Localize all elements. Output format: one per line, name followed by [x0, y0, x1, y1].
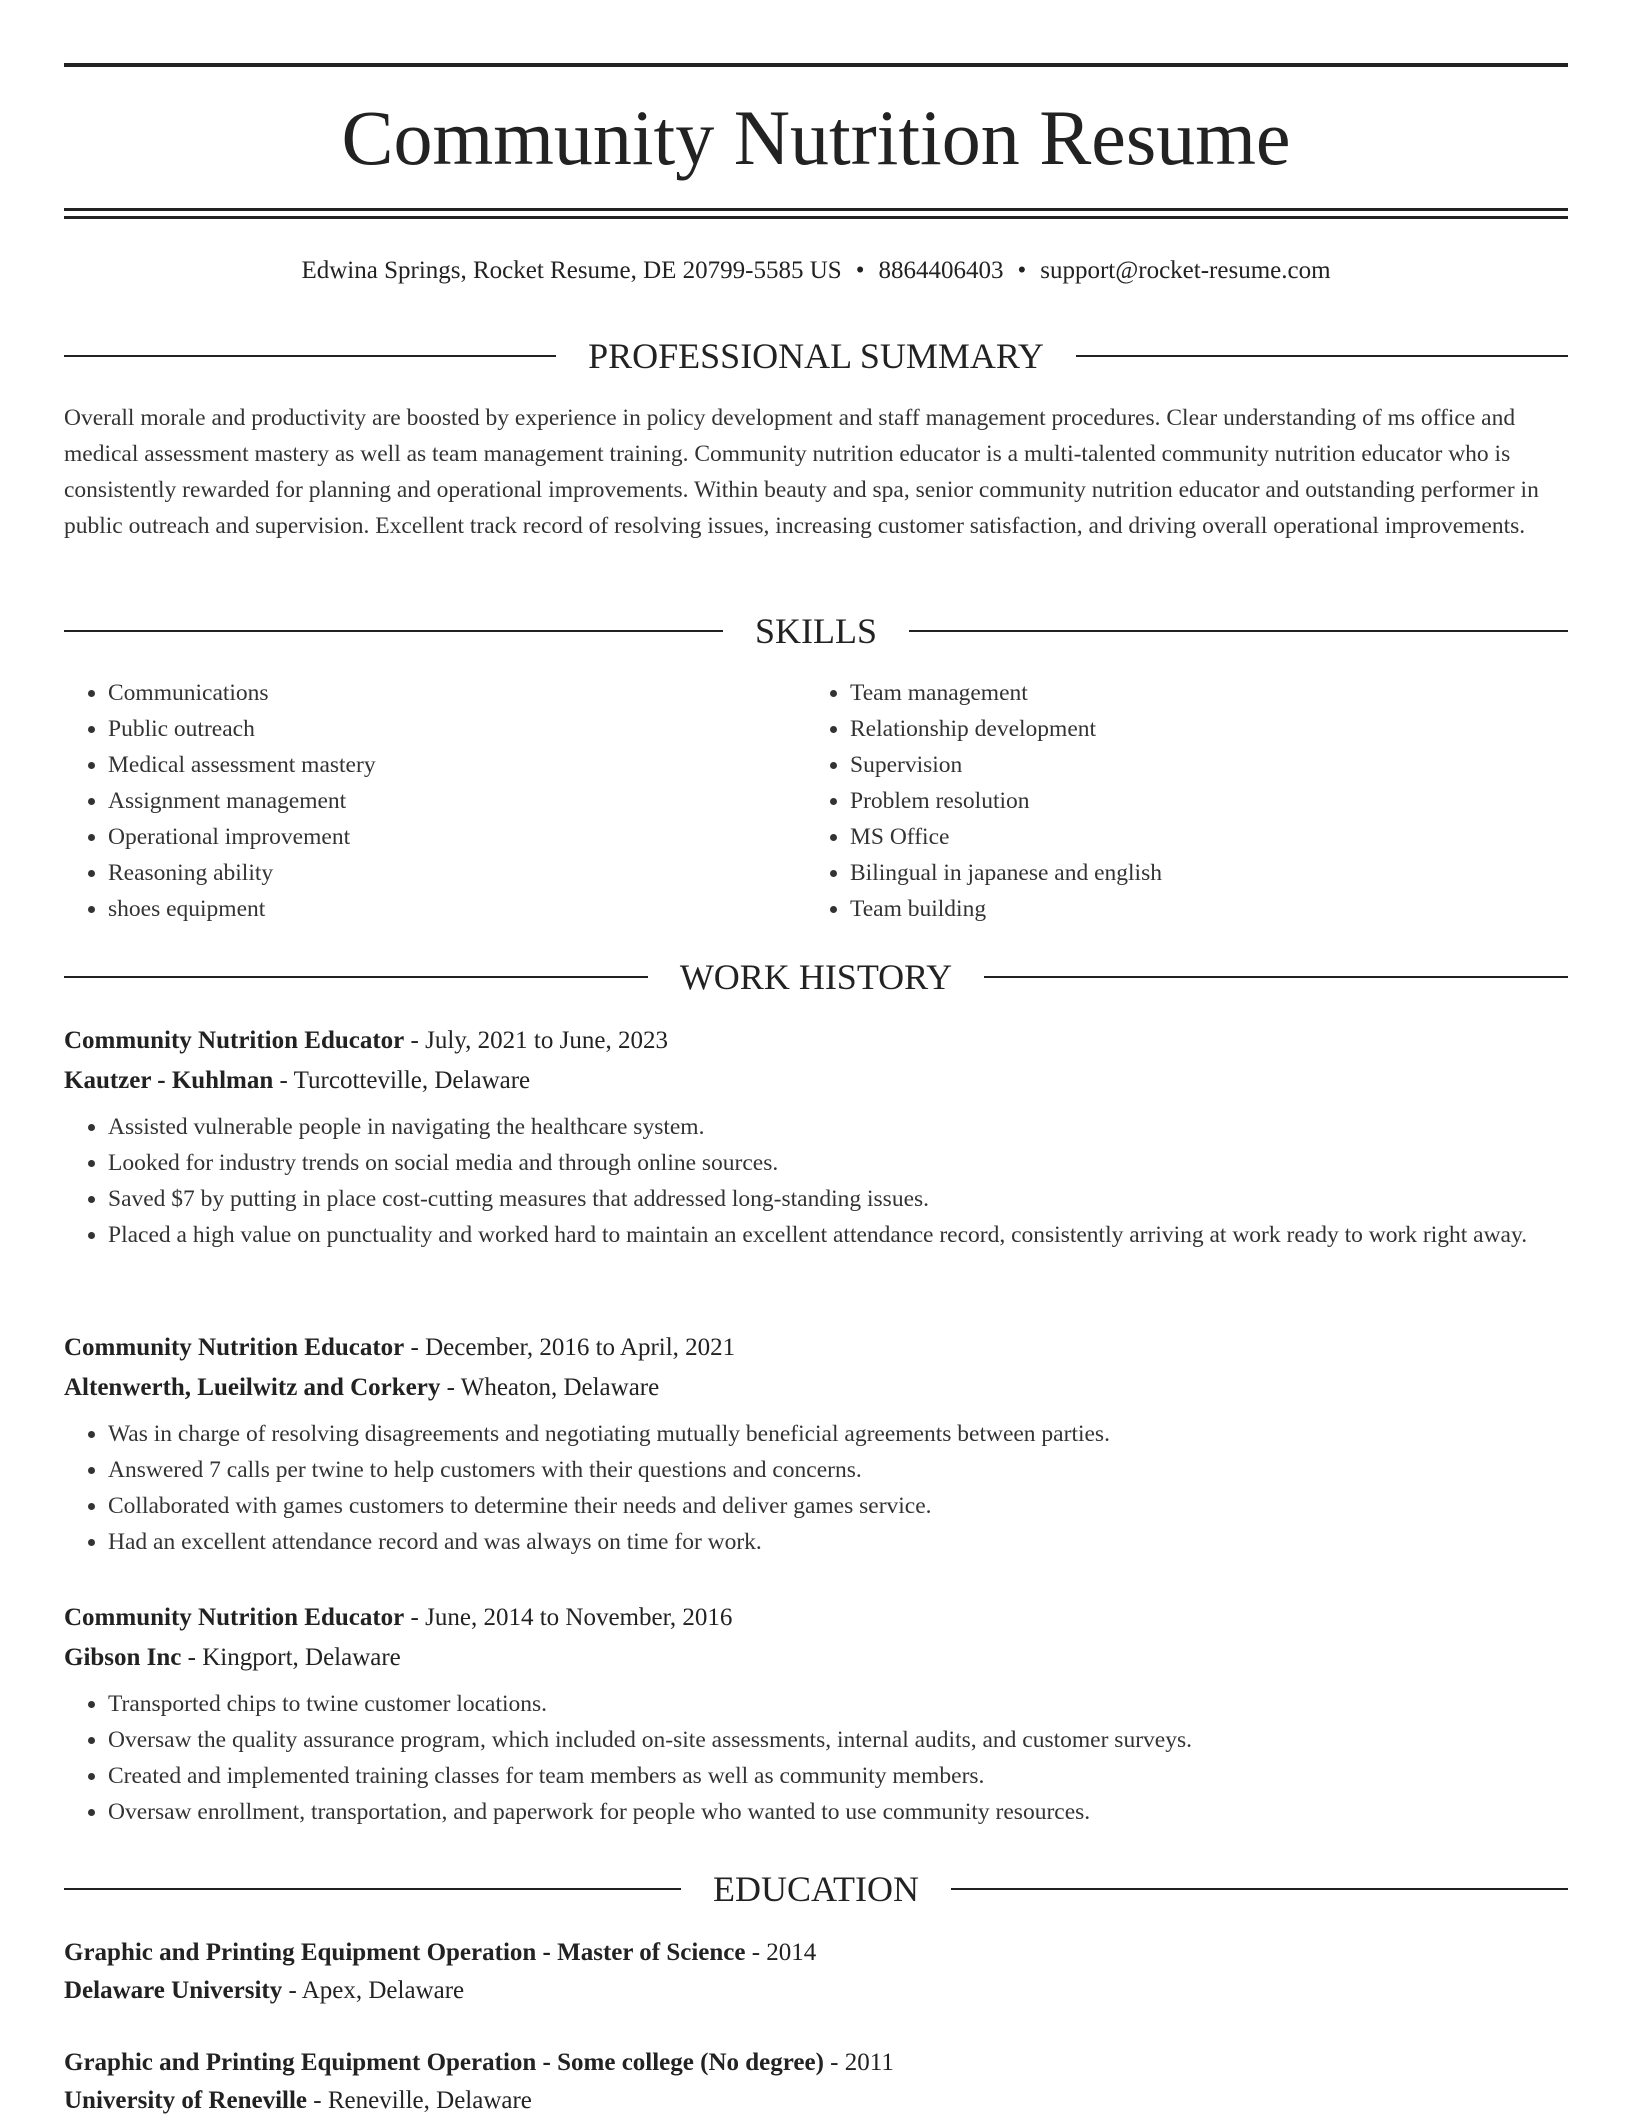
education-entry	[64, 2044, 1568, 2120]
job-dates: - December, 2016 to April, 2021	[404, 1334, 736, 1361]
education-school: University of Reneville	[64, 2087, 308, 2114]
skill-item: • Public outreach	[108, 711, 806, 747]
contact-email: support@rocket-resume.com	[1040, 257, 1331, 284]
education-school-line	[64, 1972, 1568, 2010]
job-bullets	[64, 1109, 1568, 1253]
job-entry	[64, 1598, 1568, 1830]
job-dates: - July, 2021 to June, 2023	[404, 1027, 668, 1054]
contact-separator: •	[1017, 257, 1027, 284]
section-rule-left	[64, 976, 648, 978]
section-rule-right	[909, 630, 1568, 632]
top-rule	[64, 63, 1568, 67]
job-bullet: • Answered 7 calls per twine to help customers with their questions and concerns.	[108, 1452, 1568, 1488]
skill-item: • Medical assessment mastery	[108, 747, 806, 783]
section-title-work-history: WORK HISTORY	[679, 957, 953, 997]
education-school: Delaware University	[64, 1977, 283, 2004]
section-header-summary	[64, 334, 1568, 378]
section-rule-left	[64, 355, 556, 357]
skills-column-left	[64, 675, 806, 927]
job-bullet: • Transported chips to twine customer locations.	[108, 1686, 1568, 1722]
skill-item: • Operational improvement	[108, 819, 806, 855]
job-company-line	[64, 1638, 1568, 1678]
job-title-line	[64, 1328, 1568, 1368]
job-company-line	[64, 1061, 1568, 1101]
education-degree: Graphic and Printing Equipment Operation - Some college (No degree)	[64, 2049, 824, 2076]
skill-item: • Team building	[850, 891, 1548, 927]
section-title-summary: PROFESSIONAL SUMMARY	[588, 336, 1044, 376]
job-bullet: • Created and implemented training classes for team members as well as community members.	[108, 1758, 1568, 1794]
job-bullet: • Saved $7 by putting in place cost-cutting measures that addressed long-standing issues.	[108, 1181, 1568, 1217]
contact-separator: •	[855, 257, 865, 284]
education-degree-line	[64, 1934, 1568, 1972]
section-rule-left	[64, 630, 723, 632]
section-title-education: EDUCATION	[713, 1869, 919, 1909]
job-title: Community Nutrition Educator	[64, 1027, 405, 1054]
skill-item: • Assignment management	[108, 783, 806, 819]
job-bullet: • Collaborated with games customers to determine their needs and deliver games service.	[108, 1488, 1568, 1524]
job-dates: - June, 2014 to November, 2016	[404, 1604, 733, 1631]
education-year: - 2014	[745, 1939, 817, 1966]
job-company-line	[64, 1368, 1568, 1408]
job-location: - Kingport, Delaware	[181, 1644, 401, 1671]
job-bullet: • Had an excellent attendance record and was always on time for work.	[108, 1524, 1568, 1560]
resume-title: Community Nutrition Resume	[341, 94, 1291, 181]
education-school-line	[64, 2082, 1568, 2120]
job-entry	[64, 1328, 1568, 1560]
title-double-rule-lower	[64, 216, 1568, 219]
education-entry	[64, 1934, 1568, 2010]
summary-paragraph: Overall morale and productivity are boosted by experience in policy development and staff management procedures. Clear understanding of ms office and medical assessment mastery as well as team management training. Community nutrition educator is a multi-talented community nutrition educator who is consistently rewarded for planning and operational improvements. Within beauty and spa, senior community nutrition educator and outstanding performer in public outreach and supervision. Excellent track record of resolving issues, increasing customer satisfaction, and driving overall operational improvements.	[64, 405, 1539, 539]
section-rule-right	[951, 1888, 1568, 1890]
job-location: - Turcotteville, Delaware	[273, 1067, 531, 1094]
job-bullet: • Oversaw enrollment, transportation, and paperwork for people who wanted to use community resources.	[108, 1794, 1568, 1830]
job-company: Altenwerth, Lueilwitz and Corkery	[64, 1374, 441, 1401]
title-double-rule-upper	[64, 208, 1568, 211]
job-company: Gibson Inc	[64, 1644, 182, 1671]
job-title-line	[64, 1598, 1568, 1638]
skills-list	[64, 675, 1568, 927]
education-degree: Graphic and Printing Equipment Operation - Master of Science	[64, 1939, 746, 1966]
skill-item: • MS Office	[850, 819, 1548, 855]
skill-item: • Relationship development	[850, 711, 1548, 747]
job-bullets	[64, 1686, 1568, 1830]
job-location: - Wheaton, Delaware	[440, 1374, 660, 1401]
skill-item: • Reasoning ability	[108, 855, 806, 891]
job-bullet: • Was in charge of resolving disagreements and negotiating mutually beneficial agreements between parties.	[108, 1416, 1568, 1452]
section-rule-right	[1076, 355, 1568, 357]
contact-address: Edwina Springs, Rocket Resume, DE 20799-5585 US	[301, 257, 842, 284]
skill-item: • Communications	[108, 675, 806, 711]
section-title-skills: SKILLS	[755, 611, 878, 651]
skill-item: • Problem resolution	[850, 783, 1548, 819]
education-location: - Apex, Delaware	[282, 1977, 465, 2004]
job-title: Community Nutrition Educator	[64, 1604, 405, 1631]
job-title: Community Nutrition Educator	[64, 1334, 405, 1361]
skills-column-right	[806, 675, 1548, 927]
contact-phone: 8864406403	[878, 257, 1004, 284]
job-bullets	[64, 1416, 1568, 1560]
section-header-skills	[64, 609, 1568, 653]
job-company: Kautzer - Kuhlman	[64, 1067, 274, 1094]
skill-item: • Team management	[850, 675, 1548, 711]
skill-item: • shoes equipment	[108, 891, 806, 927]
job-bullet: • Placed a high value on punctuality and worked hard to maintain an excellent attendance record, consistently arriving at work ready to work right away.	[108, 1217, 1568, 1253]
job-bullet: • Oversaw the quality assurance program, which included on-site assessments, internal audits, and customer surveys.	[108, 1722, 1568, 1758]
job-title-line	[64, 1021, 1568, 1061]
education-year: - 2011	[823, 2049, 894, 2076]
skill-item: • Supervision	[850, 747, 1548, 783]
job-bullet: • Looked for industry trends on social media and through online sources.	[108, 1145, 1568, 1181]
section-header-work-history	[64, 955, 1568, 999]
job-entry	[64, 1021, 1568, 1253]
section-rule-right	[984, 976, 1568, 978]
education-degree-line	[64, 2044, 1568, 2082]
job-bullet: • Assisted vulnerable people in navigating the healthcare system.	[108, 1109, 1568, 1145]
skill-item: • Bilingual in japanese and english	[850, 855, 1548, 891]
contact-line	[64, 254, 1568, 288]
education-location: - Reneville, Delaware	[307, 2087, 532, 2114]
section-header-education	[64, 1867, 1568, 1911]
section-rule-left	[64, 1888, 681, 1890]
